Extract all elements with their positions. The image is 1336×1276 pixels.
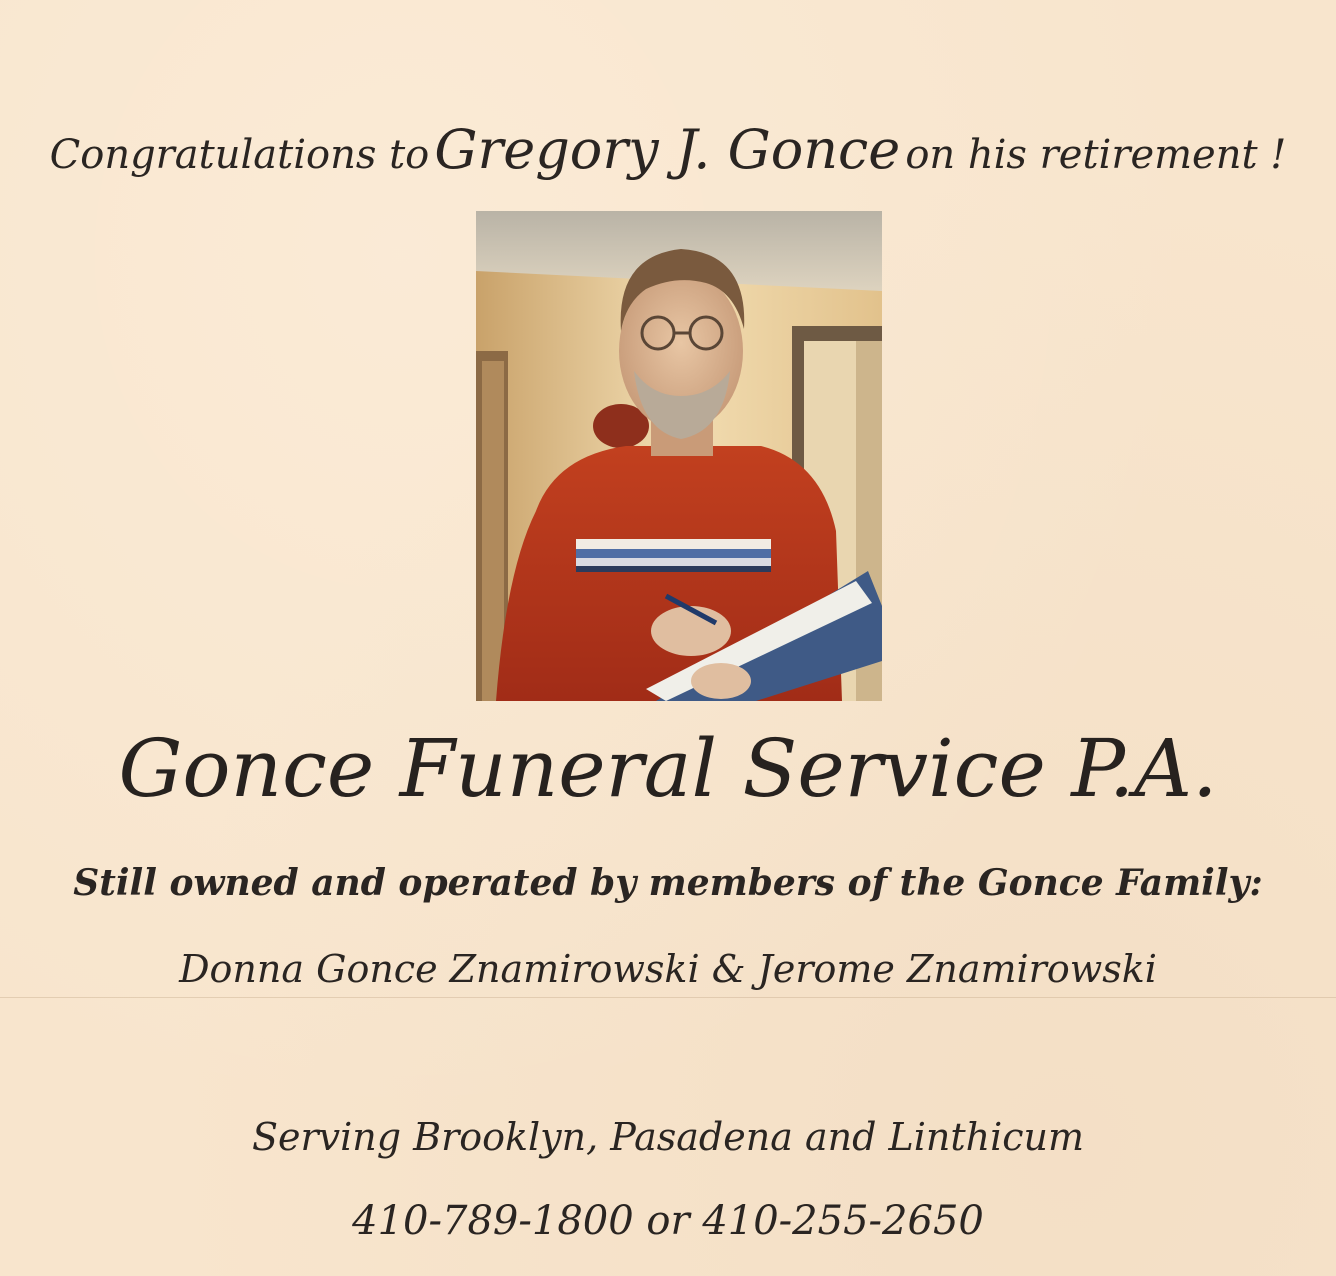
- retiree-name: Gregory J. Gonce: [434, 118, 901, 181]
- phone-numbers: [0, 1198, 1336, 1244]
- paper-fold-line: [0, 997, 1336, 998]
- ownership-tagline: Still owned and operated by members of the Gonce Family:: [73, 862, 1263, 904]
- retiree-photo: [476, 211, 882, 701]
- business-name: Gonce Funeral Service P.A.: [118, 722, 1218, 815]
- phone-separator: or: [646, 1198, 690, 1244]
- phone-primary: 410-789-1800: [352, 1198, 634, 1244]
- headline-prefix: Congratulations to: [49, 132, 430, 178]
- service-area: Serving Brooklyn, Pasadena and Linthicum: [251, 1115, 1085, 1159]
- owner-names: Donna Gonce Znamirowski & Jerome Znamirowski: [179, 947, 1157, 991]
- headline-suffix: on his retirement !: [905, 132, 1287, 178]
- congratulations-headline: [0, 118, 1336, 181]
- phone-secondary: 410-255-2650: [702, 1198, 984, 1244]
